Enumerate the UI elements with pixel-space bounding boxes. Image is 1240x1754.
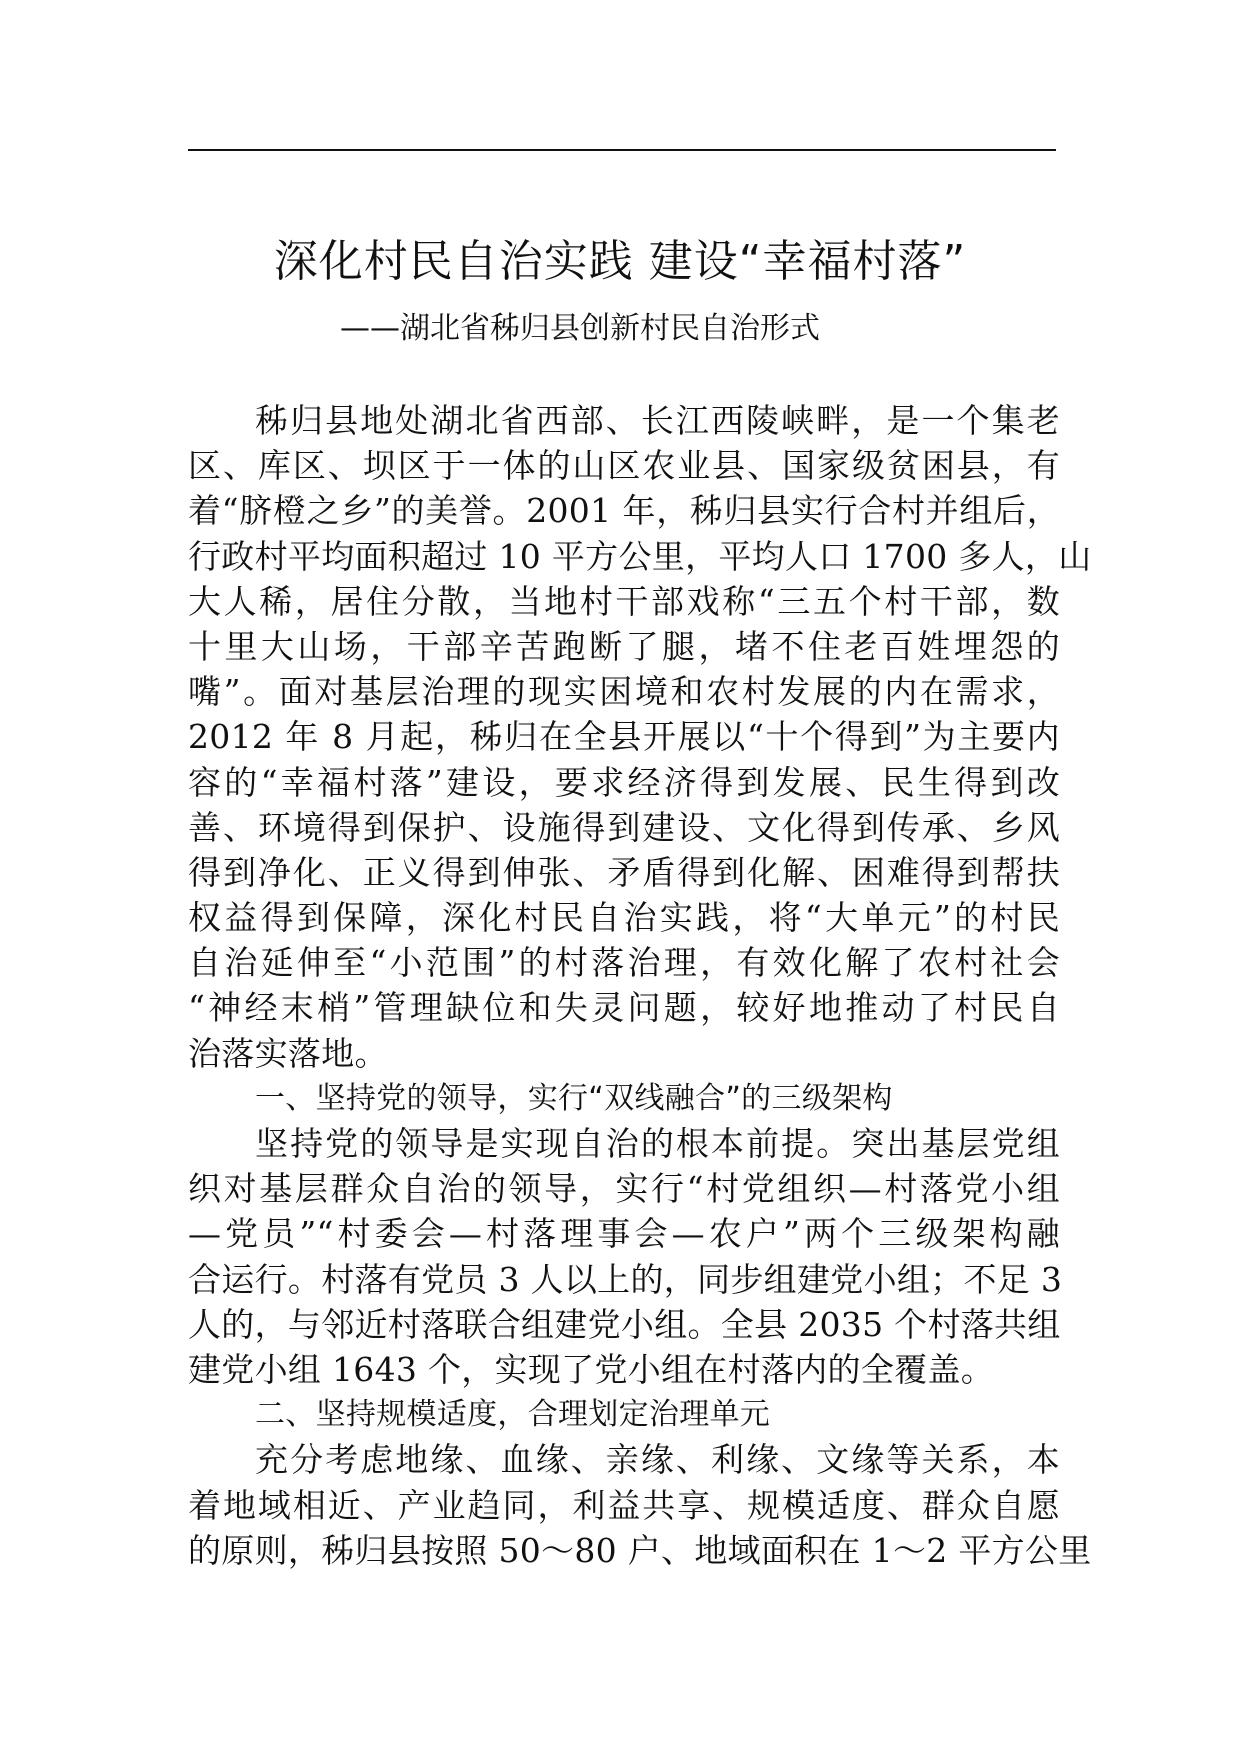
text-line: —党员”“村委会—村落理事会—农户”两个三级架构融: [188, 1214, 1060, 1254]
document-body: [188, 398, 1092, 1573]
text-line: 嘴”。面对基层治理的现实困境和农村发展的内在需求，: [188, 672, 1060, 712]
text-line: “神经末梢”管理缺位和失灵问题，较好地推动了村民自: [188, 988, 1060, 1028]
text-line: 权益得到保障，深化村民自治实践，将“大单元”的村民: [188, 898, 1060, 938]
text-line: 善、环境得到保护、设施得到建设、文化得到传承、乡风: [188, 807, 1060, 847]
document-title: 深化村民自治实践 建设“幸福村落”: [273, 236, 967, 287]
text-line: 的原则，秭归县按照 50～80 户、地域面积在 1～2 平方公里: [188, 1530, 1092, 1570]
text-line: 着“脐橙之乡”的美誉。2001 年，秭归县实行合村并组后，: [188, 491, 1060, 531]
text-line: 建党小组 1643 个，实现了党小组在村落内的全覆盖。: [188, 1349, 995, 1389]
text-line: 秭归县地处湖北省西部、长江西陵峡畔，是一个集老: [255, 401, 1060, 440]
text-line: 容的“幸福村落”建设，要求经济得到发展、民生得到改: [188, 762, 1060, 802]
text-line: 合运行。村落有党员 3 人以上的，同步组建党小组；不足 3: [188, 1259, 1063, 1299]
document-subtitle: ——湖北省秭归县创新村民自治形式: [340, 311, 820, 346]
text-line: 充分考虑地缘、血缘、亲缘、利缘、文缘等关系，本: [255, 1440, 1060, 1480]
text-line: 大人稀，居住分散，当地村干部戏称“三五个村干部，数: [188, 581, 1060, 621]
section-heading-1: 一、坚持党的领导，实行“双线融合”的三级架构: [255, 1080, 893, 1116]
text-line: 织对基层群众自治的领导，实行“村党组织—村落党小组: [188, 1169, 1060, 1209]
text-line: 得到净化、正义得到伸张、矛盾得到化解、困难得到帮扶: [188, 852, 1060, 892]
text-line: 十里大山场，干部辛苦跑断了腿，堵不住老百姓埋怨的: [188, 626, 1060, 666]
text-line: 2012 年 8 月起，秭归在全县开展以“十个得到”为主要内: [188, 717, 1060, 757]
text-line: 行政村平均面积超过 10 平方公里，平均人口 1700 多人，山: [188, 536, 1092, 576]
text-line: 人的，与邻近村落联合组建党小组。全县 2035 个村落共组: [188, 1304, 1061, 1344]
text-line: 区、库区、坝区于一体的山区农业县、国家级贫困县，有: [188, 446, 1060, 486]
text-line: 自治延伸至“小范围”的村落治理，有效化解了农村社会: [188, 943, 1060, 983]
paragraph-section-2: [188, 1437, 1092, 1573]
header-rule: [188, 149, 1056, 151]
text-line: 坚持党的领导是实现自治的根本前提。突出基层党组: [255, 1124, 1060, 1163]
paragraph-section-1: [188, 1121, 1063, 1392]
section-heading-2: 二、坚持规模适度，合理划定治理单元: [255, 1397, 771, 1433]
paragraph-intro: [188, 398, 1092, 1076]
text-line: 治落实落地。: [188, 1033, 388, 1073]
text-line: 着地域相近、产业趋同，利益共享、规模适度、群众自愿: [188, 1485, 1060, 1525]
